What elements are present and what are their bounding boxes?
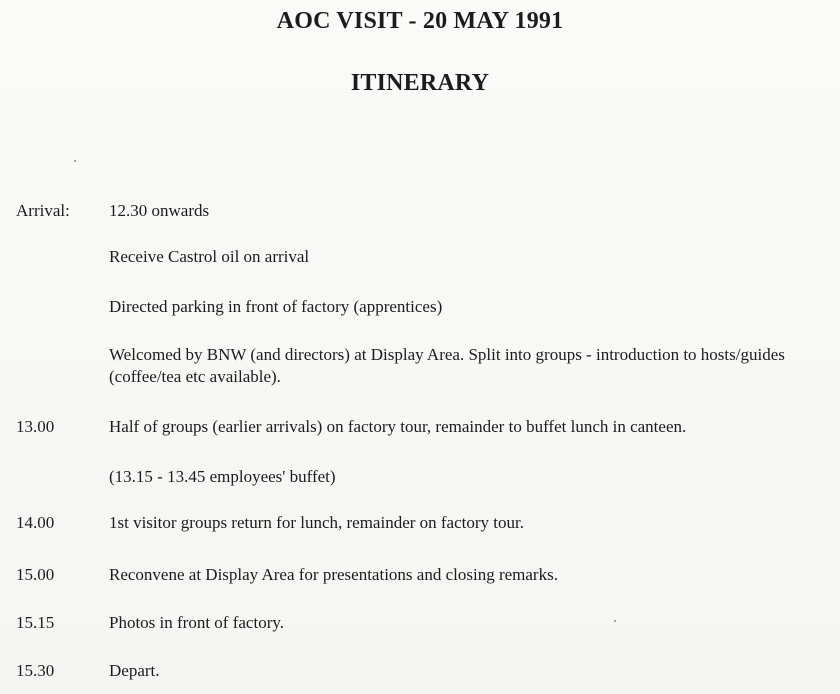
- item-time: 15.15: [16, 613, 55, 632]
- item-text: 1st visitor groups return for lunch, remainder on factory tour.: [109, 513, 524, 532]
- page-title: AOC VISIT - 20 MAY 1991: [276, 8, 564, 34]
- item-text: Directed parking in front of factory (apprentices): [109, 297, 443, 316]
- item-text: Depart.: [109, 661, 160, 680]
- item-text: 12.30 onwards: [109, 201, 210, 220]
- item-text: Welcomed by BNW (and directors) at Display Area. Split into groups - introduction to hosts/guides (coffee/tea etc available).: [109, 345, 785, 386]
- paper-speck: [74, 160, 76, 162]
- item-text: Half of groups (earlier arrivals) on factory tour, remainder to buffet lunch in canteen.: [109, 417, 687, 436]
- page-subtitle: ITINERARY: [350, 70, 490, 96]
- item-text: (13.15 - 13.45 employees' buffet): [109, 467, 336, 486]
- item-text: Receive Castrol oil on arrival: [109, 247, 310, 266]
- item-time: 13.00: [16, 417, 55, 436]
- item-time: 15.30: [16, 661, 55, 680]
- item-time: 14.00: [16, 513, 55, 532]
- item-time: 15.00: [16, 565, 55, 584]
- item-time: Arrival:: [16, 201, 70, 220]
- item-text: Reconvene at Display Area for presentations and closing remarks.: [109, 565, 558, 584]
- item-text: Photos in front of factory.: [109, 613, 285, 632]
